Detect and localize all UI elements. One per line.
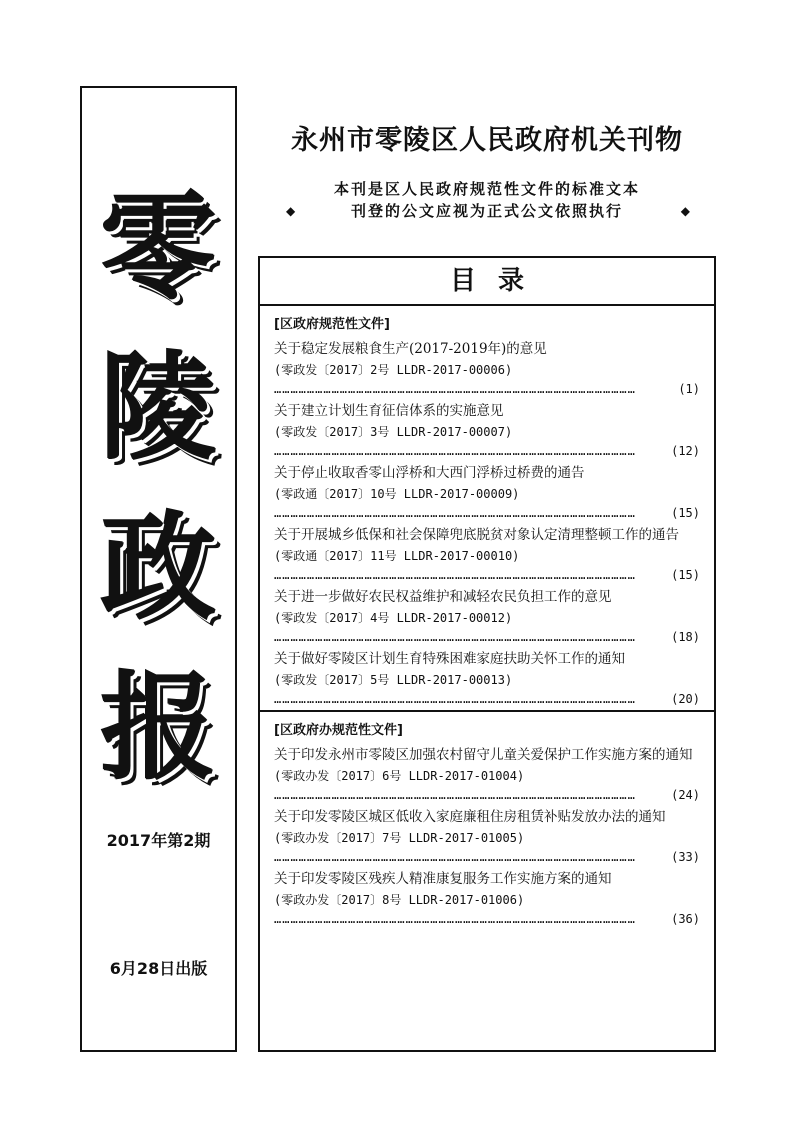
entry-title: 关于印发永州市零陵区加强农村留守儿童关爱保护工作实施方案的通知 <box>274 747 693 763</box>
entry-page: (15) <box>671 506 700 520</box>
masthead-char: 政 <box>100 500 217 636</box>
entry-page: (12) <box>671 444 700 458</box>
leader-dots <box>274 380 678 400</box>
entry-page: (20) <box>671 692 700 706</box>
entry-doc-number: (零政发〔2017〕4号 LLDR-2017-00012) <box>274 611 513 625</box>
notice-block <box>258 178 716 222</box>
entry-doc-number: (零政办发〔2017〕7号 LLDR-2017-01005) <box>274 831 525 845</box>
toc-entry[interactable] <box>274 648 700 710</box>
toc-section-district-government <box>260 306 714 710</box>
table-of-contents <box>258 256 716 1052</box>
leader-dots <box>274 848 671 868</box>
leader-dots <box>274 786 671 806</box>
entry-page: (18) <box>671 630 700 644</box>
diamond-icon: ◆ <box>680 204 692 218</box>
masthead-char: 报 <box>100 660 217 796</box>
section-heading: [区政府办规范性文件] <box>274 723 403 738</box>
entry-title: 关于进一步做好农民权益维护和减轻农民负担工作的意见 <box>274 589 612 605</box>
toc-title: 目录 <box>260 258 714 306</box>
toc-section-district-office <box>260 710 714 930</box>
diamond-icon: ◆ <box>286 204 298 218</box>
toc-entry[interactable] <box>274 868 700 930</box>
entry-doc-number: (零政发〔2017〕2号 LLDR-2017-00006) <box>274 363 513 377</box>
entry-title: 关于停止收取香零山浮桥和大西门浮桥过桥费的通告 <box>274 465 585 481</box>
entry-title: 关于印发零陵区城区低收入家庭廉租住房租赁补贴发放办法的通知 <box>274 809 666 825</box>
toc-entry[interactable] <box>274 400 700 462</box>
leader-dots <box>274 504 671 524</box>
masthead-title <box>82 168 235 808</box>
notice-line-1: 本刊是区人民政府规范性文件的标准文本 <box>333 180 640 198</box>
notice-line-2: 刊登的公文应视为正式公文依照执行 <box>350 202 623 220</box>
toc-entry[interactable] <box>274 462 700 524</box>
leader-dots <box>274 690 671 710</box>
publication-date: 6月28日出版 <box>109 959 208 978</box>
entry-title: 关于稳定发展粮食生产(2017-2019年)的意见 <box>274 341 547 357</box>
leader-dots <box>274 442 671 462</box>
masthead-char: 零 <box>100 180 217 316</box>
toc-entry[interactable] <box>274 338 700 400</box>
entry-page: (24) <box>671 788 700 802</box>
entry-page: (1) <box>678 382 700 396</box>
entry-doc-number: (零政通〔2017〕10号 LLDR-2017-00009) <box>274 487 520 501</box>
toc-entry[interactable] <box>274 744 700 806</box>
entry-doc-number: (零政通〔2017〕11号 LLDR-2017-00010) <box>274 549 520 563</box>
entry-title: 关于开展城乡低保和社会保障兜底脱贫对象认定清理整顿工作的通告 <box>274 527 679 543</box>
entry-doc-number: (零政办发〔2017〕8号 LLDR-2017-01006) <box>274 893 525 907</box>
entry-page: (36) <box>671 912 700 926</box>
entry-page: (15) <box>671 568 700 582</box>
entry-title: 关于建立计划生育征信体系的实施意见 <box>274 403 504 419</box>
masthead-panel <box>80 86 237 1052</box>
entry-title: 关于印发零陵区残疾人精准康复服务工作实施方案的通知 <box>274 871 612 887</box>
entry-doc-number: (零政办发〔2017〕6号 LLDR-2017-01004) <box>274 769 525 783</box>
section-heading: [区政府规范性文件] <box>274 317 390 332</box>
leader-dots <box>274 910 671 930</box>
issue-number: 2017年第2期 <box>106 831 211 850</box>
masthead-char: 陵 <box>100 340 217 476</box>
entry-doc-number: (零政发〔2017〕3号 LLDR-2017-00007) <box>274 425 513 439</box>
entry-page: (33) <box>671 850 700 864</box>
entry-title: 关于做好零陵区计划生育特殊困难家庭扶助关怀工作的通知 <box>274 651 625 667</box>
leader-dots <box>274 628 671 648</box>
leader-dots <box>274 566 671 586</box>
toc-entry[interactable] <box>274 586 700 648</box>
toc-entry[interactable] <box>274 524 700 586</box>
toc-entry[interactable] <box>274 806 700 868</box>
publication-subtitle: 永州市零陵区人民政府机关刊物 <box>291 125 683 156</box>
entry-doc-number: (零政发〔2017〕5号 LLDR-2017-00013) <box>274 673 513 687</box>
